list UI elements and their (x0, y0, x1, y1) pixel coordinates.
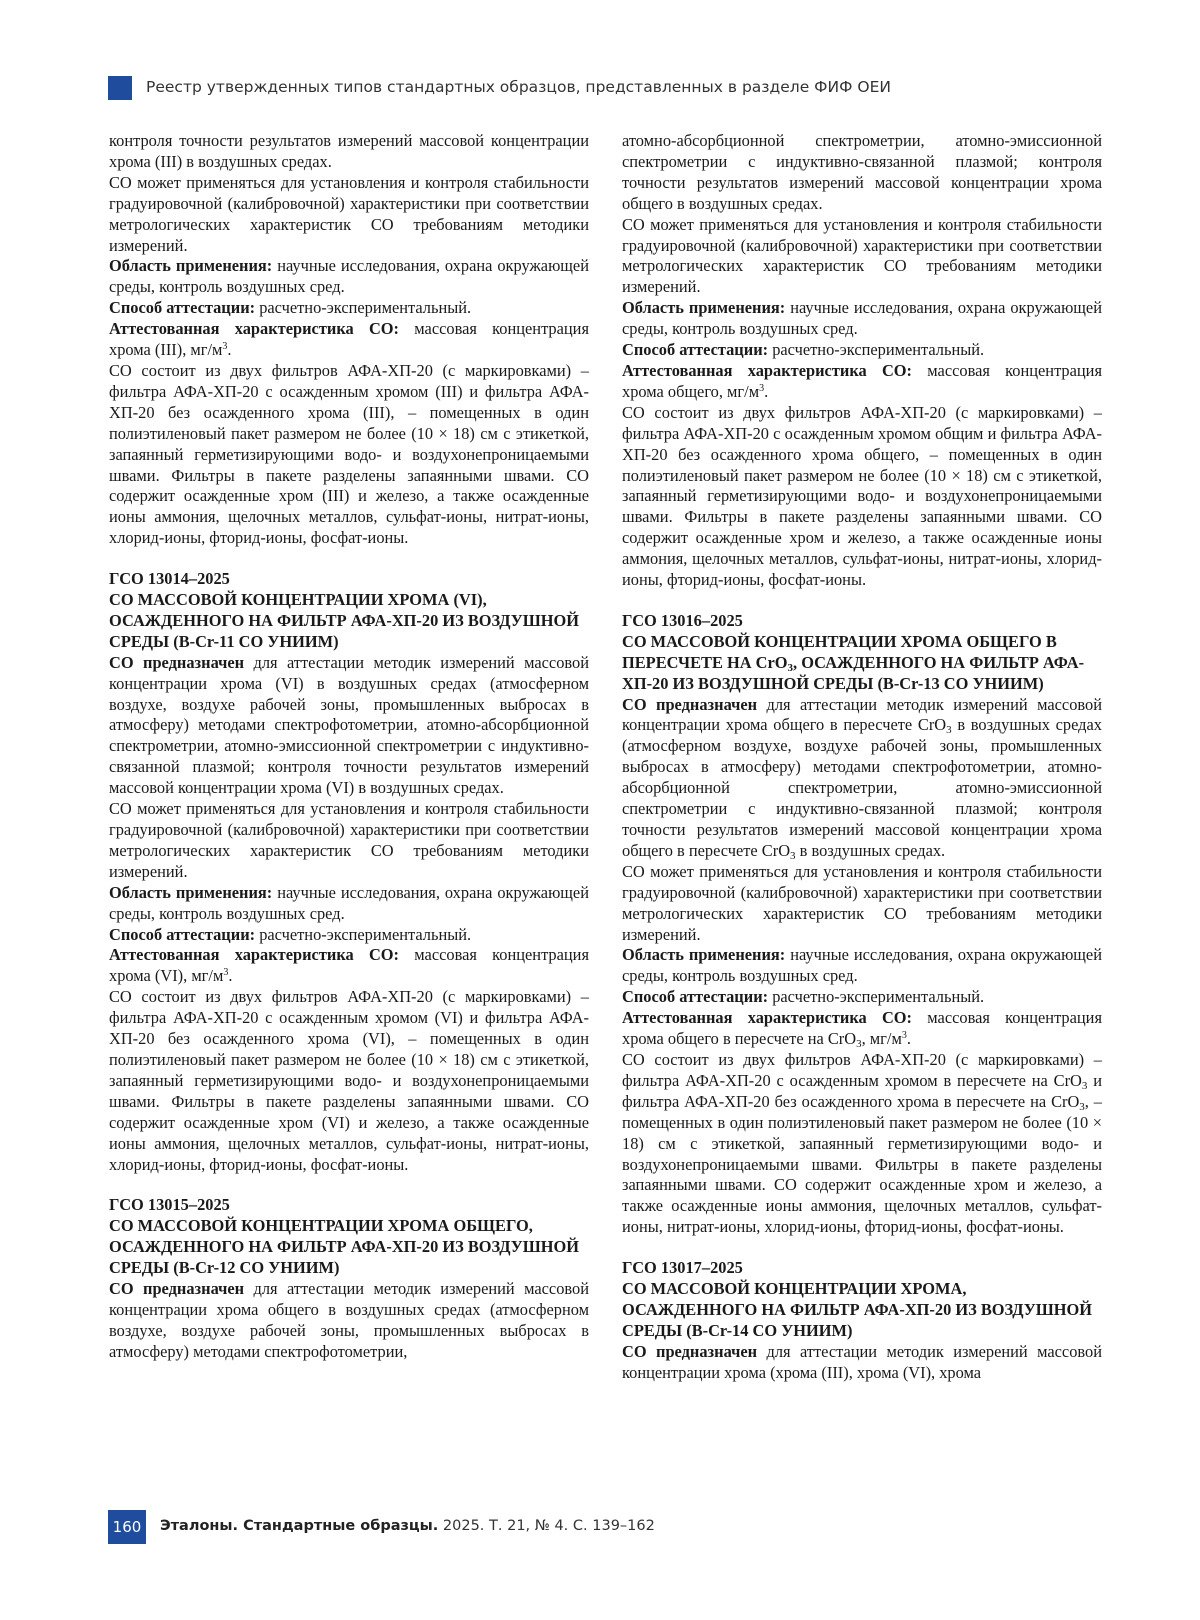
certification-method: Способ аттестации: расчетно-экспериментальный. (109, 298, 472, 318)
entry-gso-13016 (622, 611, 1102, 1238)
journal-reference: Эталоны. Стандартные образцы. 2025. Т. 21, № 4. С. 139–162 (160, 1518, 655, 1534)
entry-gso-13014 (109, 569, 589, 1175)
composition: СО состоит из двух фильтров АФА-ХП-20 (с маркировками) – фильтра АФА-ХП-20 с осажденным хромом общим и фильтра АФА-ХП-20 без осажденного хрома общего, – помещенных в один полиэтиленовый пакет размером не более (10 × 18) см с этикеткой, запаянный герметизирующими водо- и воздухонепроницаемыми швами. Фильтры в пакете разделены запаянными швами. СО содержит осажденные хром и железо, а также осажденные ионы аммония, щелочных металлов, сульфат-ионы, нитрат-ионы, хлорид-ионы, фторид-ионы, фосфат-ионы. (622, 402, 1102, 590)
paragraph: СО может применяться для установления и контроля стабильности градуировочной (калибровочной) характеристики при соответствии метрологических характеристик СО требованиям методики измерений. (622, 861, 1102, 944)
application-area: Область применения: научные исследования, охрана окружающей среды, контроль воздушных сред. (109, 882, 589, 923)
certified-characteristic: Аттестованная характеристика СО: массовая концентрация хрома (VI), $мг/м^3$. (109, 945, 589, 986)
entry-title: СО МАССОВОЙ КОНЦЕНТРАЦИИ ХРОМА (VI), ОСАЖДЕННОГО НА ФИЛЬТР АФА-ХП-20 ИЗ ВОЗДУШНОЙ СРЕДЫ (В-Cr-11 СО УНИИМ) (109, 590, 579, 651)
application-area: Область применения: научные исследования, охрана окружающей среды, контроль воздушных сред. (622, 945, 1102, 986)
application-area: Область применения: научные исследования, охрана окружающей среды, контроль воздушных сред. (622, 298, 1102, 339)
purpose: СО предназначен для аттестации методик измерений массовой концентрации хрома общего в воздушных средах (атмосферном воздухе, воздухе рабочей зоны, промышленных выбросах в атмосферу) методами спектрофотометрии, (109, 1279, 589, 1361)
composition: СО состоит из двух фильтров АФА-ХП-20 (с маркировками) – фильтра АФА-ХП-20 с осажденным хромом в пересчете на CrO$_3$ и фильтра АФА-ХП-20 без осажденного хрома в пересчете на CrO$_3$, – помещенных в один полиэтиленовый пакет размером не более (10 × 18) см с этикеткой, запаянный герметизирующими водо- и воздухонепроницаемыми швами. Фильтры в пакете разделены запаянными швами. СО содержит осажденные хром и железо, а также осажденные ионы аммония, щелочных металлов, сульфат-ионы, нитрат-ионы, хлорид-ионы, фторид-ионы, фосфат-ионы. (622, 1049, 1103, 1237)
certified-characteristic: Аттестованная характеристика СО: массовая концентрация хрома общего, $мг/м^3$. (622, 360, 1102, 401)
page-number: 160 (108, 1510, 146, 1544)
certified-characteristic: Аттестованная характеристика СО: массовая концентрация хрома (III), $мг/м^3$. (109, 319, 589, 360)
paragraph: атомно-абсорбционной спектрометрии, атомно-эмиссионной спектрометрии с индуктивно-связанной плазмой; контроля точности результатов измерений массовой концентрации хрома общего в воздушных средах. (622, 131, 1102, 213)
entry-title: СО МАССОВОЙ КОНЦЕНТРАЦИИ ХРОМА, ОСАЖДЕННОГО НА ФИЛЬТР АФА-ХП-20 ИЗ ВОЗДУШНОЙ СРЕДЫ (В-Cr-14 СО УНИИМ) (622, 1279, 1092, 1340)
entry-code: ГСО 13016–2025 (622, 610, 743, 630)
paragraph: СО может применяться для установления и контроля стабильности градуировочной (калибровочной) характеристики при соответствии метрологических характеристик СО требованиям методики измерений. (622, 214, 1102, 297)
certification-method: Способ аттестации: расчетно-экспериментальный. (622, 987, 985, 1007)
entry-gso-13015 (109, 1195, 589, 1362)
paragraph: СО может применяться для установления и контроля стабильности градуировочной (калибровочной) характеристики при соответствии метрологических характеристик СО требованиям методики измерений. (109, 799, 589, 881)
header-square-icon (108, 76, 132, 100)
entry-title: СО МАССОВОЙ КОНЦЕНТРАЦИИ ХРОМА ОБЩЕГО В ПЕРЕСЧЕТЕ НА CrO$_3$, ОСАЖДЕННОГО НА ФИЛЬТР АФА-ХП-20 ИЗ ВОЗДУШНОЙ СРЕДЫ (В-Cr-13 СО УНИИМ) (622, 631, 1085, 693)
entry-title: СО МАССОВОЙ КОНЦЕНТРАЦИИ ХРОМА ОБЩЕГО, ОСАЖДЕННОГО НА ФИЛЬТР АФА-ХП-20 ИЗ ВОЗДУШНОЙ СРЕДЫ (В-Cr-12 СО УНИИМ) (109, 1216, 579, 1278)
running-header (108, 76, 1108, 104)
composition: СО состоит из двух фильтров АФА-ХП-20 (с маркировками) – фильтра АФА-ХП-20 с осажденным хромом (III) и фильтра АФА-ХП-20 без осажденного хрома (III), – помещенных в один полиэтиленовый пакет размером не более (10 × 18) см с этикеткой, запаянный герметизирующими водо- и воздухонепроницаемыми швами. Фильтры в пакете разделены запаянными швами. СО содержит осажденные хром (III) и железо, а также осажденные ионы аммония, щелочных металлов, сульфат-ионы, нитрат-ионы, хлорид-ионы, фторид-ионы, фосфат-ионы. (109, 360, 589, 548)
header-title: Реестр утвержденных типов стандартных образцов, представленных в разделе ФИФ ОЕИ (146, 78, 891, 96)
paragraph: контроля точности результатов измерений массовой концентрации хрома (III) в воздушных средах. (109, 131, 589, 171)
entry-code: ГСО 13015–2025 (109, 1195, 230, 1215)
certified-characteristic: Аттестованная характеристика СО: массовая концентрация хрома общего в пересчете на CrO$_3$, $мг/м^3$. (622, 1008, 1102, 1051)
purpose: СО предназначен для аттестации методик измерений массовой концентрации хрома общего в пересчете CrO$_3$ в воздушных средах (атмосферном воздухе, воздухе рабочей зоны, промышленных выбросах в атмосферу) методами спектрофотометрии, атомно-абсорбционной спектрометрии, атомно-эмиссионной спектрометрии с индуктивно-связанной плазмой; контроля точности результатов измерений массовой концентрации хрома общего в пересчете CrO$_3$ в воздушных средах. (622, 694, 1102, 862)
left-column (109, 131, 589, 1363)
right-column (622, 131, 1102, 1384)
certification-method: Способ аттестации: расчетно-экспериментальный. (622, 340, 985, 360)
composition: СО состоит из двух фильтров АФА-ХП-20 (с маркировками) – фильтра АФА-ХП-20 с осажденным хромом (VI) и фильтра АФА-ХП-20 без осажденного хрома (VI), – помещенных в один полиэтиленовый пакет размером не более (10 × 18) см с этикеткой, запаянный герметизирующими водо- и воздухонепроницаемыми швами. Фильтры в пакете разделены запаянными швами. СО содержит осажденные хром (VI) и железо, а также осажденные ионы аммония, щелочных металлов, сульфат-ионы, нитрат-ионы, хлорид-ионы, фторид-ионы, фосфат-ионы. (109, 987, 589, 1174)
purpose: СО предназначен для аттестации методик измерений массовой концентрации хрома (VI) в воздушных средах (атмосферном воздухе, воздухе рабочей зоны, промышленных выбросах в атмосферу) методами спектрофотометрии, атомно-абсорбционной спектрометрии, атомно-эмиссионной спектрометрии с индуктивно-связанной плазмой; контроля точности результатов измерений массовой концентрации хрома (VI) в воздушных средах. (109, 652, 589, 798)
entry-code: ГСО 13014–2025 (109, 569, 230, 589)
certification-method: Способ аттестации: расчетно-экспериментальный. (109, 924, 472, 944)
entry-code: ГСО 13017–2025 (622, 1258, 743, 1278)
paragraph: СО может применяться для установления и контроля стабильности градуировочной (калибровочной) характеристики при соответствии метрологических характеристик СО требованиям методики измерений. (109, 172, 589, 255)
application-area: Область применения: научные исследования, охрана окружающей среды, контроль воздушных сред. (109, 256, 589, 297)
purpose: СО предназначен для аттестации методик измерений массовой концентрации хрома (хрома (III), хрома (VI), хрома (622, 1341, 1102, 1382)
entry-gso-13017 (622, 1258, 1102, 1383)
